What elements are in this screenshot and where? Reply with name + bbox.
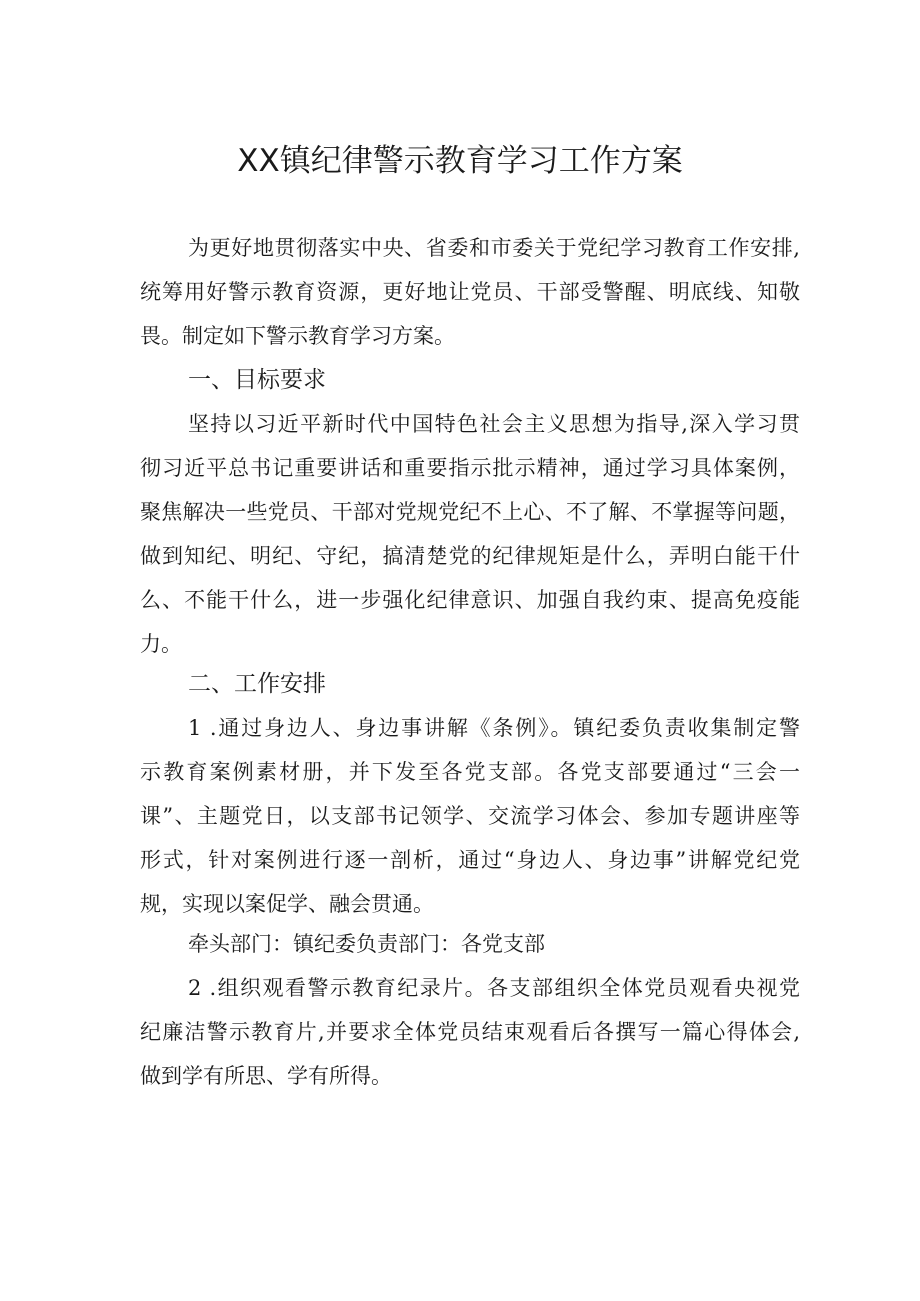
item2-line: 做到学有所思、学有所得。 bbox=[140, 1064, 392, 1088]
intro-line: 为更好地贯彻落实中央、省委和市委关于党纪学习教育工作安排, bbox=[188, 236, 800, 260]
section1-line: 聚焦解决一些党员、干部对党规党纪不上心、不了解、不掌握等问题， bbox=[140, 500, 800, 524]
item2-line: 2 .组织观看警示教育纪录片。各支部组织全体党员观看央视党 bbox=[188, 976, 800, 1000]
item1-line: 课”、主题党日，以支部书记领学、交流学习体会、参加专题讲座等 bbox=[140, 804, 800, 828]
section-heading-arrangements: 二、工作安排 bbox=[188, 671, 326, 697]
item2-line: 纪廉洁警示教育片,并要求全体党员结束观看后各撰写一篇心得体会, bbox=[140, 1020, 800, 1044]
section1-line: 力。 bbox=[140, 632, 182, 656]
item1-line: 1 .通过身边人、身边事讲解《条例》。镇纪委负责收集制定警 bbox=[188, 716, 800, 740]
section1-line: 么、不能干什么，进一步强化纪律意识、加强自我约束、提高免疫能 bbox=[140, 588, 800, 612]
item1-line: 形式，针对案例进行逐一剖析，通过“身边人、身边事”讲解党纪党 bbox=[140, 848, 800, 872]
section1-line: 做到知纪、明纪、守纪，搞清楚党的纪律规矩是什么，弄明白能干什 bbox=[140, 544, 800, 568]
document-title: XX镇纪律警示教育学习工作方案 bbox=[237, 143, 683, 179]
item1-line: 规，实现以案促学、融会贯通。 bbox=[140, 892, 434, 916]
item1-line: 示教育案例素材册，并下发至各党支部。各党支部要通过“三会一 bbox=[140, 760, 800, 784]
section1-line: 彻习近平总书记重要讲话和重要指示批示精神，通过学习具体案例， bbox=[140, 456, 800, 480]
section-heading-goals: 一、目标要求 bbox=[188, 367, 326, 393]
intro-line: 统筹用好警示教育资源，更好地让党员、干部受警醒、明底线、知敬 bbox=[140, 280, 800, 304]
section1-line: 坚持以习近平新时代中国特色社会主义思想为指导,深入学习贯 bbox=[188, 412, 800, 436]
item1-departments: 牵头部门：镇纪委负责部门：各党支部 bbox=[188, 932, 545, 956]
intro-line: 畏。制定如下警示教育学习方案。 bbox=[140, 324, 455, 348]
